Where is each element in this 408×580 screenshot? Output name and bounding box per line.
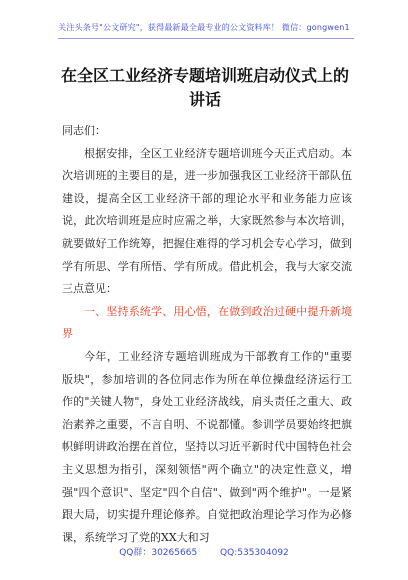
footer-contact <box>0 547 408 559</box>
document-title: 在全区工业经济专题培训班启动仪式上的讲话 <box>60 66 349 109</box>
header-banner: 关注头条号"公文研究"，获得最新最全最专业的公文资料库！ 微信：gongwen1 <box>58 23 350 32</box>
section-heading-1: 一、坚持系统学、用心悟，在做到政治过硬中提升新境界 <box>62 304 352 341</box>
salutation: 同志们： <box>62 124 106 137</box>
document-body <box>62 120 352 549</box>
header-divider <box>58 38 354 39</box>
body-paragraph-1: 根据安排，全区工业经济专题培训班今天正式启动。本次培训班的主要目的是，进一步加强我区工业经济干部队伍建设，提高全区工业经济干部的理论水平和业务能力应该说，此次培训班是应时应需之举，大家既然参与本次培训，就要做好工作统筹，把握住难得的学习机会专心学习，做到学有所思、学有所悟、学有所成。借此机会，我与大家交流三点意见： <box>62 146 352 296</box>
footer-qq: QQ:535304092 <box>220 548 289 558</box>
footer-qq-group: QQ群：30265665 <box>119 548 198 558</box>
body-paragraph-2: 今年，工业经济专题培训班成为干部教育工作的"重要版块"，参加培训的各位同志作为所在单位操盘经济运行工作的"关键人物"，身处工业经济战线，肩头责任之重大、政治素养之重要，不言自明、不说都懂。参训学员要始终把旗帜鲜明讲政治摆在首位，坚持以习近平新时代中国特色社会主义思想为指引，深刻领悟"两个确立"的决定性意义，增强"四个意识"、坚定"四个自信"、做到"两个维护"。一是紧跟大局，切实提升理论修养。自觉把政治理论学习作为必修课，系统学习了党的XX大和习 <box>62 349 352 544</box>
